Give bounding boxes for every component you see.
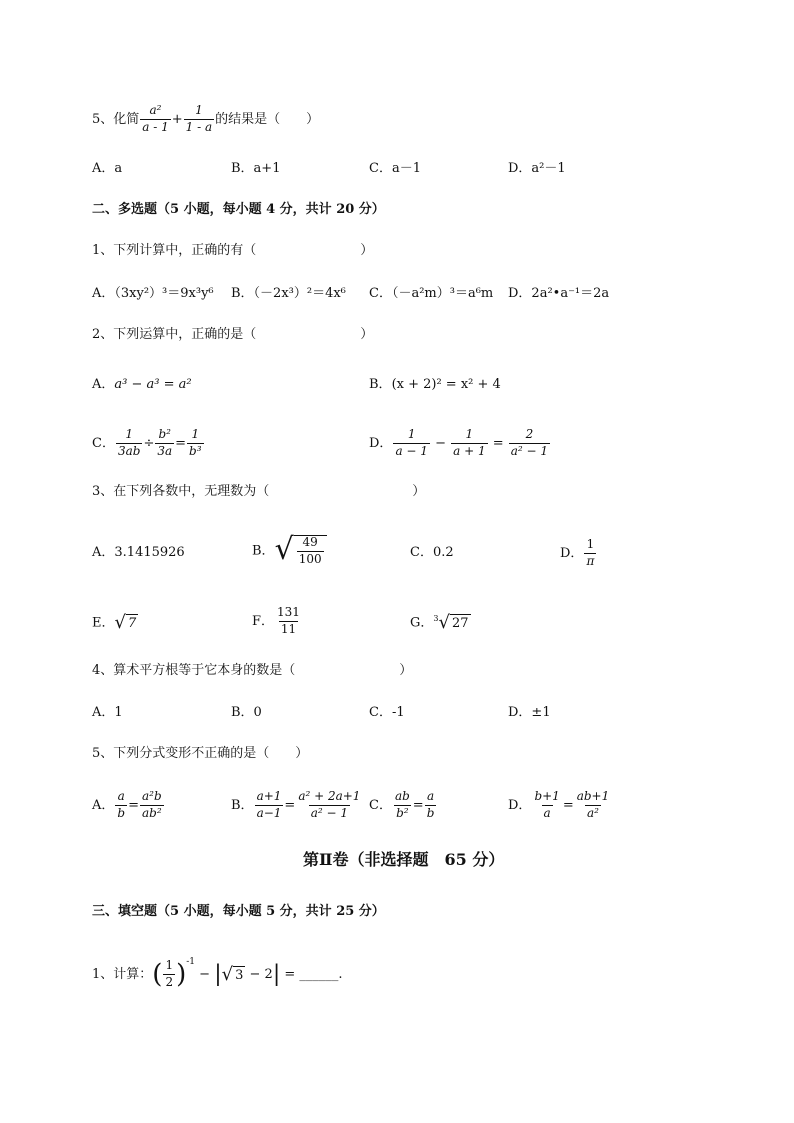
square-root [221, 963, 246, 985]
s2-question-3-stem: 3、在下列各数中，无理数为（ ） [92, 484, 426, 499]
equals: = [284, 797, 296, 813]
option-label: G． [410, 615, 434, 631]
fraction: $\frac{b+1}{a}$ [534, 789, 560, 820]
fraction: $\frac{1}{\pi}$ [586, 537, 595, 568]
s2-q3-option-e [92, 614, 138, 632]
option-label: B． [231, 797, 254, 813]
s2-q2-option-b [369, 378, 501, 391]
fraction-a2-over-a-minus-1: $\frac{\text{a²}}{a - 1}$ [142, 103, 169, 134]
equals: = [492, 435, 504, 451]
minus-sign: − [199, 967, 211, 982]
fraction: $\frac{ab+1}{\text{a²}}$ [576, 789, 610, 820]
option-label: C． [92, 435, 115, 451]
s2-q3-option-g [410, 614, 471, 632]
question-prefix: 1、计算： [92, 967, 153, 982]
fraction: $\frac{\text{a²b}}{\text{ab²}}$ [141, 789, 162, 820]
fraction: $\frac{1}{3ab}$ [117, 427, 141, 458]
fraction: $\frac{\text{a² + 2a+1}}{\text{a² − 1}}$ [298, 789, 361, 820]
left-paren: ( [152, 959, 163, 990]
s2-q5-option-d [508, 790, 612, 821]
part-2-title: 第Ⅱ卷（非选择题 65 分） [303, 850, 505, 869]
abs-left-bar: | [214, 961, 222, 987]
fraction: $\frac{1}{\text{b³}}$ [189, 427, 202, 458]
radicand: 7 [127, 616, 137, 631]
answer-blank: = ______. [280, 967, 343, 982]
fraction-1-over-1-minus-a: $\frac{1}{1 - a}$ [185, 103, 213, 134]
option-label: A． [92, 377, 115, 392]
s2-q1-option-c: C．（－a²m）³＝a⁶m [369, 286, 494, 301]
question-suffix: 的结果是（ ） [215, 111, 320, 127]
option-d: D．a²－1 [508, 161, 566, 176]
equals: = [175, 435, 187, 451]
right-paren: ) [176, 959, 187, 990]
s2-q4-option-d: D．±1 [508, 705, 551, 720]
fraction: $\frac{1}{a + 1}$ [453, 427, 486, 458]
radical-sign-icon: √ [274, 532, 294, 567]
fraction: $\frac{\text{b²}}{3a}$ [157, 427, 173, 458]
radicand: 27 [451, 616, 469, 631]
abs-tail: − 2 [245, 967, 273, 982]
s2-q1-option-a: A．（3xy²）³＝9x³y⁶ [92, 286, 214, 301]
option-a: A．a [92, 161, 123, 176]
s2-q3-option-a: A．3.1415926 [92, 545, 185, 560]
s2-q3-option-d [560, 538, 597, 569]
option-expression: (x + 2)² = x² + 4 [391, 377, 501, 392]
square-root [115, 614, 139, 632]
radicand [294, 535, 327, 567]
option-label: E． [92, 615, 115, 631]
fraction-one-half: $\frac{1}{2}$ [165, 958, 174, 989]
s2-q1-option-d: D．2a²•a⁻¹＝2a [508, 286, 610, 301]
plus-sign: + [171, 111, 183, 127]
s2-q3-option-f [252, 606, 303, 637]
fraction: $\frac{a}{b}$ [117, 789, 126, 820]
question-number: 5、化简 [92, 111, 140, 127]
option-label: B． [252, 543, 275, 559]
operator: ÷ [143, 435, 155, 451]
option-label: F． [252, 613, 275, 629]
s2-q5-option-c [369, 790, 437, 821]
s3-question-1 [92, 958, 343, 990]
radicand: 3 [235, 967, 244, 983]
radical-sign-icon: √ [114, 612, 126, 633]
s2-q4-option-a: A．1 [92, 705, 123, 720]
s2-question-5-stem: 5、下列分式变形不正确的是（ ） [92, 746, 309, 761]
s2-q4-option-b: B．0 [231, 705, 262, 720]
option-label: C． [369, 797, 392, 813]
root-index: 3 [433, 614, 439, 624]
section-2-title: 二、多选题（5 小题，每小题 4 分，共计 20 分） [92, 202, 385, 217]
fraction: $\frac{2}{\text{a² − 1}}$ [510, 427, 549, 458]
s2-q2-option-a [92, 378, 192, 391]
fraction: $\frac{131}{11}$ [277, 605, 300, 636]
option-label: B． [369, 377, 392, 392]
s2-q5-option-a [92, 790, 165, 821]
cube-root [438, 614, 470, 632]
square-root [274, 532, 327, 567]
s2-question-4-stem: 4、算术平方根等于它本身的数是（ ） [92, 663, 413, 678]
operator: − [435, 435, 446, 451]
radical-sign-icon: √ [438, 612, 450, 633]
radical-sign-icon: √ [221, 963, 234, 985]
fraction: $\frac{a}{b}$ [426, 789, 435, 820]
equals: = [562, 797, 574, 813]
s2-q2-option-d [369, 428, 551, 459]
option-label: D． [369, 435, 393, 451]
s2-question-2-stem: 2、下列运算中，正确的是（ ） [92, 327, 374, 342]
option-label: D． [508, 797, 532, 813]
exponent: -1 [186, 957, 196, 967]
option-c: C．a－1 [369, 161, 421, 176]
s2-question-1-stem: 1、下列计算中，正确的有（ ） [92, 243, 374, 258]
equals: = [412, 797, 424, 813]
question-5-simplify [92, 104, 319, 135]
s2-q3-option-b [252, 532, 327, 567]
s2-q4-option-c: C．-1 [369, 705, 405, 720]
fraction: $\frac{ab}{\text{b²}}$ [394, 789, 410, 820]
fraction: 49 100 [298, 535, 322, 566]
abs-right-bar: | [272, 961, 281, 987]
section-3-title: 三、填空题（5 小题，每小题 5 分，共计 25 分） [92, 904, 385, 919]
s2-q1-option-b: B．（－2x³）²＝4x⁶ [231, 286, 346, 301]
s2-q2-option-c [92, 428, 205, 459]
s2-q5-option-b [231, 790, 363, 821]
s2-q3-option-c: C．0.2 [410, 545, 454, 560]
option-label: A． [92, 797, 115, 813]
option-expression: a³ − a³ = a² [114, 377, 192, 392]
option-label: D． [560, 545, 584, 561]
option-b: B．a+1 [231, 161, 281, 176]
fraction: $\frac{a+1}{a-1}$ [256, 789, 282, 820]
fraction: $\frac{1}{a - 1}$ [395, 427, 428, 458]
equals: = [128, 797, 139, 813]
